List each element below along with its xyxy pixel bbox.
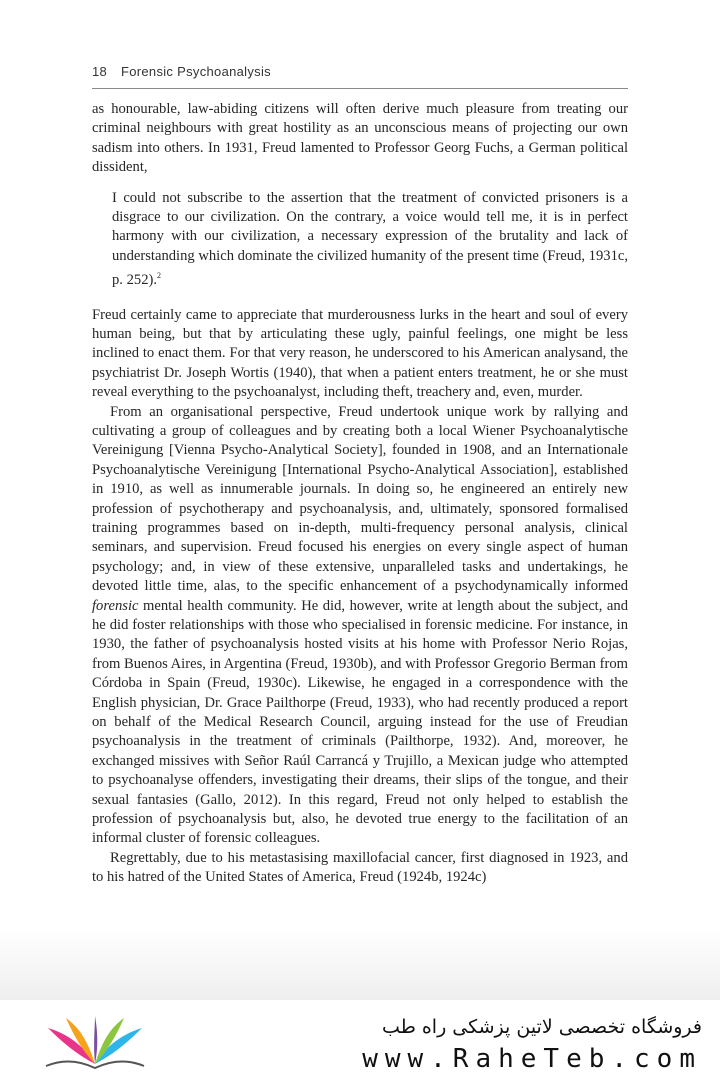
paragraph-2: Freud certainly came to appreciate that murderousness lurks in the heart and soul of every human being, but that by articulating these ugly, painful feelings, one might be less inclined to enact them. For that very reason, he underscored to his American analysand, the psychiatrist Dr. Joseph Wortis (1940), that when a patient enters treatment, he or she must reveal everything to the psychoanalyst, including theft, treachery and, even, murder. [92, 306, 628, 401]
paragraph-3-part-b: mental health community. He did, however, write at length about the subject, and he did foster relationships with those who specialised in forensic medicine. For instance, in 1930, the father of psychoanalysis hosted visits at his home with Professor Nerio Rojas, from Buenos Aires, in Argentina (Freud, 1930b), and with Professor Gregorio Berman from Córdoba in Spain (Freud, 1930c). Likewise, he engaged in a correspondence with the English physician, Dr. Grace Pailthorpe (Freud, 1933), who had recently produced a report on behalf of the Medical Research Council, arguing instead for the use of Freudian psychoanalysis in the treatment of criminals (Pailthorpe, 1932). And, moreover, he exchanged missives with Señor Raúl Carrancá y Trujillo, a Mexican judge who attempted to psychoanalyse offenders, investigating their dreams, their slips of the tongue, and their sexual fantasies (Gallo, 2012). In this regard, Freud not only helped to establish the profession of psychoanalysis but, also, he devoted true energy to the facilitation of an informal cluster of forensic colleagues. [92, 597, 628, 847]
paragraph-3-italic: forensic [92, 597, 139, 614]
paragraph-1: as honourable, law-abiding citizens will often derive much pleasure from treating our criminal neighbours with great hostility as an unconscious means of projecting our own sadism into others. In 1931, Freud lamented to Professor Georg Fuchs, a German political dissident, [92, 101, 628, 176]
bottom-fade [0, 930, 720, 1010]
store-name: فروشگاه تخصصی لاتین پزشکی راه طب [382, 1016, 702, 1038]
body-text [92, 100, 628, 888]
running-title: Forensic Psychoanalysis [120, 64, 271, 79]
open-book-logo-icon [40, 1012, 150, 1072]
header-rule [92, 88, 628, 89]
paragraph-4: Regrettably, due to his metastasising maxillofacial cancer, first diagnosed in 1923, and to his hatred of the United States of America, Freud (1924b, 1924c) [92, 849, 628, 886]
block-quote-text: I could not subscribe to the assertion that the treatment of convicted prisoners is a disgrace to our civilization. On the contrary, a voice would tell me, it is in perfect harmony with our civilization, a necessary expression of the brutality and lack of understanding which dominate the civilized humanity of the present time (Freud, 1931c, p. 252). [112, 189, 628, 289]
paragraph-3 [92, 403, 628, 849]
watermark-banner [0, 1000, 720, 1080]
store-url: www.RaheTeb.com [362, 1044, 702, 1074]
footnote-ref: 2 [157, 271, 161, 281]
page-number: 18 [92, 64, 108, 79]
running-header [92, 64, 628, 79]
paragraph-3-part-a: From an organisational perspective, Freud undertook unique work by rallying and cultivating a group of colleagues and by creating both a local Wiener Psychoanalytische Vereinigung [Vienna Psycho-Analytical Society], founded in 1908, and an Internationale Psychoanalytische Vereinigung [International Psycho-Analytical Association], established in 1910, as well as innumerable journals. In doing so, he engineered an entirely new profession of psychotherapy and psychoanalysis, and, ultimately, sponsored formalised training programmes based on in-depth, multi-frequency personal analysis, clinical seminars, and supervision. Freud focused his energies on every single aspect of human psychology; and, in view of these extensive, unparalleled tasks and undertakings, he devoted little time, alas, to the specific enhancement of a psychodynamically informed [92, 403, 628, 595]
block-quote [112, 189, 628, 291]
